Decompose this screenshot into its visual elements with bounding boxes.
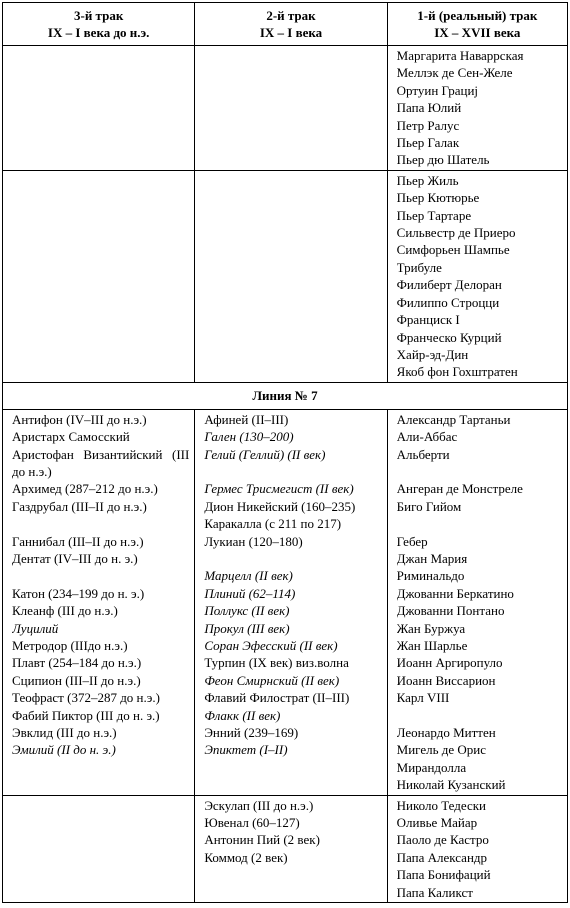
name-entry: Риминальдо	[396, 568, 465, 584]
name-entry: Эмилий (II до н. э.)	[12, 742, 116, 758]
name-entry: Эпиктет (I–II)	[204, 742, 288, 758]
name-entry: Николай Кузанский	[396, 777, 506, 793]
name-entry: Сципион (III–II до н.э.)	[12, 672, 141, 688]
name-entry: Феон Смирнский (II век)	[204, 672, 340, 688]
name-entry: Каракалла (с 211 по 217)	[204, 516, 342, 532]
name-entry: Метродор (IIIдо н.э.)	[12, 637, 128, 653]
name-entry: Катон (234–199 до н. э.)	[12, 585, 145, 601]
name-entry: Ганнибал (III–II до н.э.)	[12, 533, 144, 549]
header-track-1	[387, 3, 567, 46]
name-entry: Петр Ралус	[396, 117, 460, 133]
name-entry: Мирандолла	[396, 759, 467, 775]
name-entry: Клеанф (III до н.э.)	[12, 603, 118, 619]
name-entry: Николо Тедески	[396, 797, 487, 813]
line-7-row-b	[3, 795, 568, 902]
name-entry: Гелий (Геллий) (II век)	[204, 446, 326, 462]
name-entry: Мигель де Орис	[396, 742, 487, 758]
name-entry: Коммод (2 век)	[204, 849, 288, 865]
name-entry: Сильвестр де Приеро	[396, 225, 516, 241]
name-entry: Франциск I	[396, 312, 460, 328]
name-entry: Биго Гийом	[396, 498, 462, 514]
header-track-3-title: 3-й трак	[73, 8, 124, 23]
line-7-col-track-2	[195, 409, 387, 795]
name-entry: Паоло де Кастро	[396, 832, 489, 848]
top-block-1-col-1	[387, 46, 567, 171]
name-entry: Прокул (III век)	[204, 620, 290, 636]
header-track-2-title: 2-й трак	[266, 8, 316, 23]
name-entry: Афиней (II–III)	[204, 411, 289, 427]
name-entry: Трибуле	[396, 259, 442, 275]
line-7-col-track-1	[387, 409, 567, 795]
name-entry: Поллукс (II век)	[204, 603, 290, 619]
name-entry: Джованни Понтано	[396, 603, 505, 619]
name-entry: Ангеран де Монстреле	[396, 481, 523, 497]
name-entry: Энний (239–169)	[204, 725, 299, 740]
line-7-col-track-2-tail	[195, 795, 387, 902]
name-entry: Франческо Курций	[396, 329, 502, 345]
name-entry: Гален (130–200)	[204, 429, 294, 445]
name-entry: Жан Буржуа	[396, 620, 466, 636]
header-track-3	[3, 3, 195, 46]
name-entry: Леонардо Миттен	[396, 724, 496, 740]
header-track-2	[195, 3, 387, 46]
blank-line	[204, 550, 381, 567]
name-entry: Газдрубал (III–II до н.э.)	[12, 498, 147, 514]
name-entry: Теофраст (372–287 до н.э.)	[12, 690, 160, 706]
top-block-2-col-3	[3, 170, 195, 382]
section-row	[3, 382, 568, 409]
name-entry: Хайр-эд-Дин	[396, 346, 469, 362]
name-entry: Эскулап (III до н.э.)	[204, 797, 314, 813]
name-entry: Антифон (IV–III до н.э.)	[12, 411, 147, 427]
name-entry: Флакк (II век)	[204, 707, 281, 723]
name-entry: Луцилий	[12, 620, 59, 636]
name-entry: Джан Мария	[396, 550, 468, 566]
name-entry: Аристарх Самосский	[12, 429, 130, 445]
top-block-1-col-2	[195, 46, 387, 171]
name-entry: Якоб фон Гохштратен	[396, 364, 518, 380]
name-entry: Дион Никейский (160–235)	[204, 498, 356, 514]
name-entry: Эвклид (III до н.э.)	[12, 725, 117, 740]
section-title: Линия № 7	[3, 382, 568, 409]
name-entry: Папа Александр	[396, 849, 488, 865]
header-track-1-title: 1-й (реальный) трак	[417, 8, 538, 23]
blank-line	[12, 567, 189, 584]
name-entry: Ортуин Грациј	[396, 82, 479, 98]
name-entry: Пьер Кютюрье	[396, 190, 480, 206]
name-entry: Филиппо Строцци	[396, 294, 500, 310]
line-7-col-track-3-tail	[3, 795, 195, 902]
name-entry: Антонин Пий (2 век)	[204, 832, 320, 848]
name-entry: Иоанн Аргиропуло	[396, 655, 503, 671]
name-entry: Гебер	[396, 533, 428, 549]
top-block-row-1	[3, 46, 568, 171]
name-entry: Альберти	[396, 446, 450, 462]
line-7-row-a	[3, 409, 568, 795]
name-entry: Меллэк де Сен-Желе	[396, 65, 513, 81]
name-entry: Пьер Жиль	[396, 172, 459, 188]
name-entry: Карл VIII	[396, 690, 450, 706]
name-entry: Симфорьен Шампье	[396, 242, 510, 258]
name-entry: Александр Тартаньи	[396, 411, 511, 427]
name-entry: Жан Шарлье	[396, 637, 468, 653]
name-entry: Папа Юлий	[396, 100, 462, 116]
name-entry: Архимед (287–212 до н.э.)	[12, 481, 158, 497]
name-entry: Папа Каликст	[396, 884, 473, 900]
name-entry: Дентат (IV–III до н. э.)	[12, 550, 138, 566]
blank-line	[397, 515, 562, 532]
name-entry: Соран Эфесский (II век)	[204, 637, 338, 653]
name-entry: Филиберт Делоран	[396, 277, 502, 293]
name-entry: Марцелл (II век)	[204, 568, 293, 584]
name-entry: Пьер Тартаре	[396, 207, 472, 223]
name-entry: Гермес Трисмегист (II век)	[204, 481, 354, 497]
top-block-1-col-3	[3, 46, 195, 171]
header-track-3-period: IX – I века до н.э.	[47, 25, 150, 40]
blank-line	[12, 515, 189, 532]
name-entry: Оливье Майар	[396, 815, 478, 831]
name-entry: Фабий Пиктор (III до н. э.)	[12, 707, 160, 723]
name-entry: Турпин (IX век) виз.волна	[204, 655, 349, 671]
top-block-2-col-2	[195, 170, 387, 382]
header-track-2-period: IX – I века	[259, 25, 323, 40]
blank-line	[204, 463, 381, 480]
blank-line	[397, 463, 562, 480]
name-entry: Плавт (254–184 до н.э.)	[12, 655, 142, 671]
top-block-row-2	[3, 170, 568, 382]
header-track-1-period: IX – XVII века	[434, 25, 521, 40]
name-entry: Маргарита Наваррская	[396, 48, 524, 63]
blank-line	[397, 707, 562, 724]
line-7-col-track-3	[3, 409, 195, 795]
name-entry: Джованни Беркатино	[396, 585, 514, 601]
name-entry: Ювенал (60–127)	[204, 815, 300, 831]
header-row	[3, 3, 568, 46]
name-entry: Лукиан (120–180)	[204, 533, 303, 549]
name-entry: Плиний (62–114)	[204, 585, 296, 601]
names-table	[2, 2, 568, 903]
top-block-2-col-1	[387, 170, 567, 382]
name-entry: Папа Бонифаций	[396, 867, 491, 883]
name-entry: Флавий Филострат (II–III)	[204, 690, 350, 706]
line-7-col-track-1-tail	[387, 795, 567, 902]
name-entry: Пьер дю Шатель	[396, 152, 490, 168]
name-entry: Али-Аббас	[396, 429, 458, 445]
name-entry: Пьер Галак	[396, 135, 460, 151]
name-entry: Иоанн Виссарион	[396, 672, 496, 688]
name-entry: Аристофан Византийский (III до н.э.)	[12, 446, 190, 479]
